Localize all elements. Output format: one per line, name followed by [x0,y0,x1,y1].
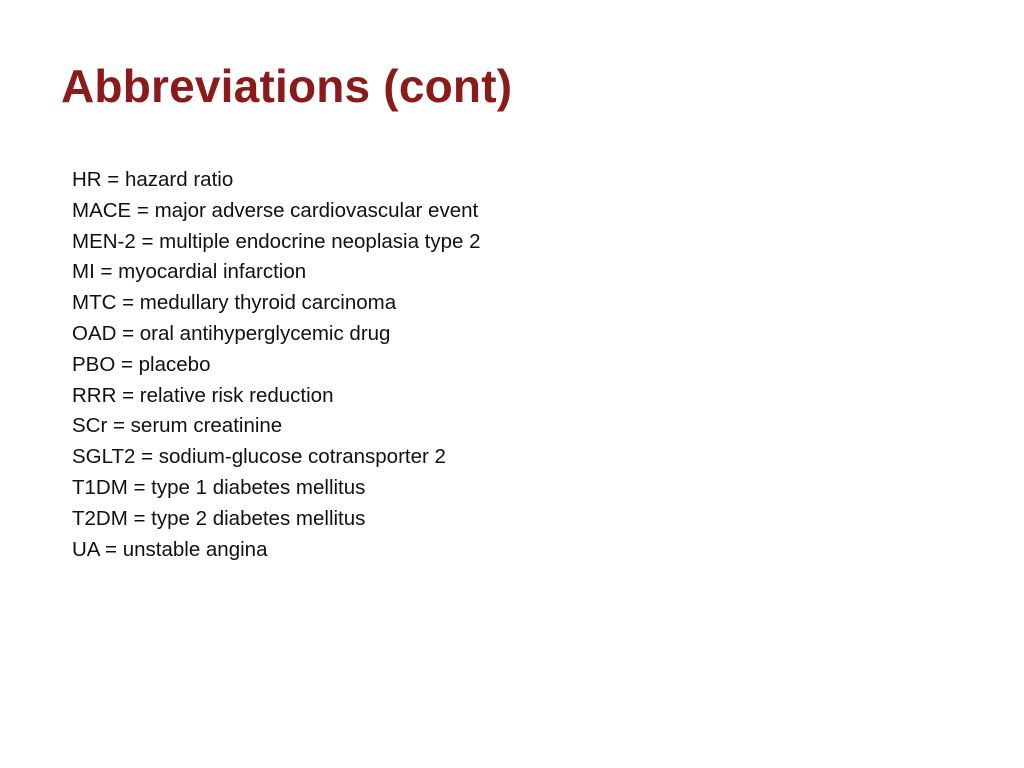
abbreviation-item: MEN-2 = multiple endocrine neoplasia type 2 [72,229,481,253]
abbreviation-item: T2DM = type 2 diabetes mellitus [72,506,366,530]
abbreviation-list [72,165,481,565]
abbreviation-item: HR = hazard ratio [72,168,234,191]
abbreviation-item: UA = unstable angina [72,537,268,561]
abbreviation-item: RRR = relative risk reduction [72,383,334,407]
slide-title: Abbreviations (cont) [61,60,513,112]
abbreviation-item: SCr = serum creatinine [72,414,283,438]
abbreviation-item: SGLT2 = sodium-glucose cotransporter 2 [72,445,446,469]
abbreviation-item: MTC = medullary thyroid carcinoma [72,291,397,315]
abbreviation-item: OAD = oral antihyperglycemic drug [72,321,391,345]
abbreviation-item: MACE = major adverse cardiovascular event [72,198,479,222]
abbreviation-item: PBO = placebo [72,352,211,376]
abbreviation-item: T1DM = type 1 diabetes mellitus [72,475,366,499]
abbreviation-item: MI = myocardial infarction [72,260,307,284]
